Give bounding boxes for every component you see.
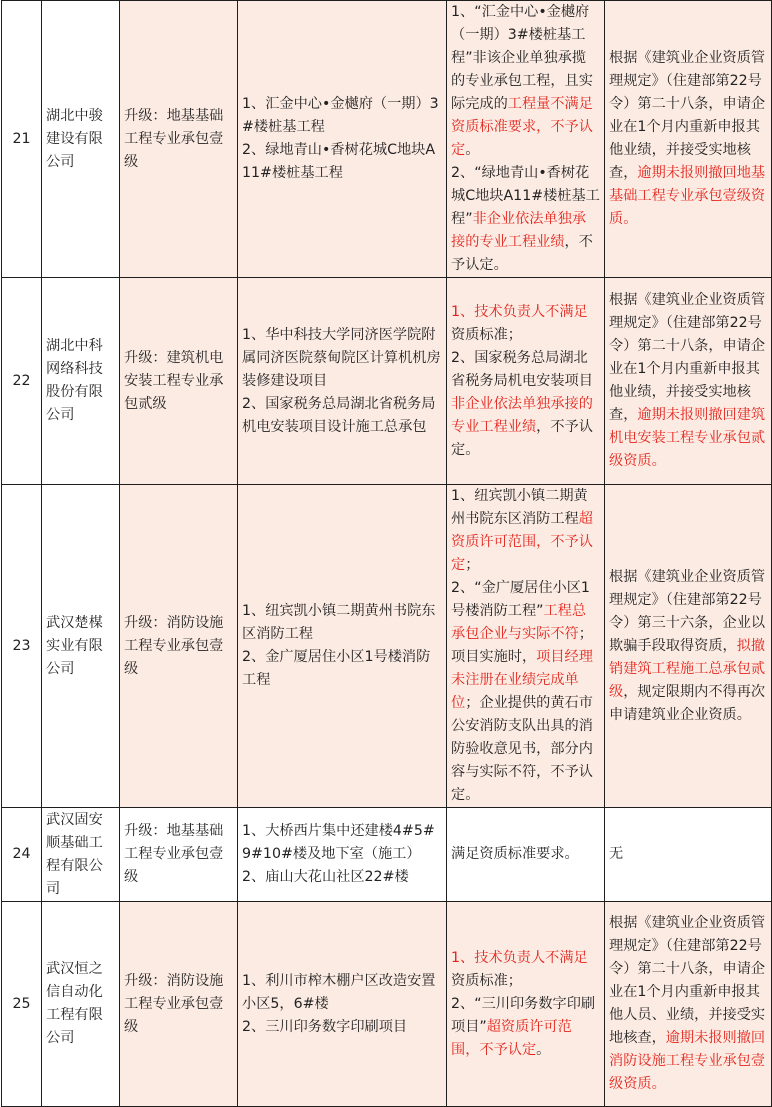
handling-text: ，规定限期内不得再次申请建筑业企业资质。 xyxy=(609,683,766,723)
handling-highlight: 逾期未报则撤回地基基础工程专业承包壹级资质。 xyxy=(609,165,766,227)
project-item: 2、国家税务总局湖北省税务局机电安装项目设计施工总承包 xyxy=(242,395,436,435)
row-number: 24 xyxy=(2,808,42,902)
opinion-text: ；企业提供的黄石市公安消防支队出具的消防验收意见书，部分内容与实际不符，不予认定。 xyxy=(451,695,593,803)
opinion-highlight: 工程量不满足资质标准要求，不予认定 xyxy=(451,96,593,158)
project-cell xyxy=(238,808,447,902)
project-cell xyxy=(238,902,447,1107)
opinion-highlight: 超资质许可范围，不予认定 xyxy=(451,1018,572,1058)
handling-highlight: 逾期未报则撤回建筑机电安装工程专业承包贰级资质。 xyxy=(609,407,766,469)
review-opinion xyxy=(447,902,605,1107)
opinion-text: 。 xyxy=(536,1041,551,1058)
handling-text: 根据《建筑业企业资质管理规定》（住建部第22号令）第二十八条，申请企业在1个月内重新申报其他业绩，并接受实地核查， xyxy=(609,292,766,423)
opinion-highlight: 工程总承包企业与实际不符 xyxy=(451,603,587,642)
table-row xyxy=(2,278,772,485)
row-number: 21 xyxy=(2,1,42,278)
upgrade-item: 升级：地基基础工程专业承包壹级 xyxy=(120,808,238,902)
row-number: 22 xyxy=(2,278,42,485)
opinion-highlight: 1、技术负责人不满足 xyxy=(451,949,588,966)
company-name: 湖北中科网络科技股份有限公司 xyxy=(42,278,120,485)
handling-highlight: 逾期未报则撤回消防设施工程专业承包壹级资质。 xyxy=(609,1030,766,1092)
opinion-text: 2、国家税务总局湖北省税务局机电安装项目 xyxy=(451,349,593,389)
handling-opinion xyxy=(605,278,772,485)
upgrade-item: 升级：消防设施工程专业承包壹级 xyxy=(120,902,238,1107)
opinion-text: ； xyxy=(465,557,480,573)
opinion-text: ；项目实施时， xyxy=(451,626,593,665)
opinion-highlight: 非企业依法单独承接的专业工程业绩 xyxy=(451,211,587,250)
opinion-highlight: 非企业依法单独承接的专业工程业绩 xyxy=(451,395,593,435)
handling-opinion: 无 xyxy=(605,808,772,902)
opinion-highlight: 超资质许可范围，不予认定 xyxy=(451,511,593,573)
opinion-text: 2、“绿地青山•香树花城C地块A11#楼桩基工程” xyxy=(451,165,600,227)
handling-text: 根据《建筑业企业资质管理规定》（住建部第22号令）第二十八条，申请企业在1个月内重新申报其他业绩，并接受实地核查， xyxy=(609,50,766,181)
project-cell xyxy=(238,485,447,808)
handling-opinion xyxy=(605,1,772,278)
review-opinion xyxy=(447,485,605,808)
opinion-text: 资质标准； xyxy=(451,326,522,343)
opinion-highlight: 1、技术负责人不满足 xyxy=(451,303,588,320)
qualification-review-table xyxy=(1,0,772,1107)
opinion-text: ，不予认定。 xyxy=(451,234,593,273)
company-name: 武汉楚楳实业有限公司 xyxy=(42,485,120,808)
review-opinion xyxy=(447,1,605,278)
company-name: 武汉固安顺基础工程有限公司 xyxy=(42,808,120,902)
project-item: 1、华中科技大学同济医学院附属同济医院蔡甸院区计算机机房装修建设项目 xyxy=(242,326,441,389)
table-row xyxy=(2,485,772,808)
project-cell xyxy=(238,278,447,485)
opinion-text: ，不予认定。 xyxy=(451,418,593,458)
opinion-text: 2、“金广厦居住小区1号楼消防工程” xyxy=(451,580,590,619)
review-opinion xyxy=(447,278,605,485)
opinion-text: 1、“汇金中心•金樾府（一期）3#楼桩基工程”非该企业单独承揽的专业承包工程，且实际完成的 xyxy=(451,4,593,112)
project-item: 2、绿地青山•香树花城C地块A11#楼桩基工程 xyxy=(242,142,436,181)
handling-highlight: 拟撤销建筑工程施工总承包贰级 xyxy=(609,637,766,700)
opinion-text: 1、纽宾凯小镇二期黄州书院东区消防工程 xyxy=(451,488,588,527)
opinion-text: 。 xyxy=(465,142,480,158)
upgrade-item: 升级：建筑机电安装工程专业承包贰级 xyxy=(120,278,238,485)
row-number: 25 xyxy=(2,902,42,1107)
handling-text: 根据《建筑业企业资质管理规定》（住建部第22号令）第三十六条，企业以欺骗手段取得资质， xyxy=(609,568,766,654)
project-item: 2、金广厦居住小区1号楼消防工程 xyxy=(242,649,431,688)
opinion-text: 资质标准； xyxy=(451,972,522,989)
table-row xyxy=(2,808,772,902)
handling-opinion xyxy=(605,485,772,808)
project-item: 1、大桥西片集中还建楼4#5#9#10#楼及地下室（施工） xyxy=(242,823,435,862)
review-opinion: 满足资质标准要求。 xyxy=(447,808,605,902)
row-number: 23 xyxy=(2,485,42,808)
project-item: 1、利川市榨木棚户区改造安置小区5，6#楼 xyxy=(242,972,436,1012)
project-item: 1、汇金中心•金樾府（一期）3#楼桩基工程 xyxy=(242,96,439,135)
table-row xyxy=(2,1,772,278)
upgrade-item: 升级：地基基础工程专业承包壹级 xyxy=(120,1,238,278)
project-item: 2、庙山大花山社区22#楼 xyxy=(242,869,409,885)
handling-text: 根据《建筑业企业资质管理规定》（住建部第22号令）第二十八条，申请企业在1个月内重新申报其他人员、业绩，并接受实地核查， xyxy=(609,915,766,1046)
handling-opinion xyxy=(605,902,772,1107)
project-cell xyxy=(238,1,447,278)
table-row xyxy=(2,902,772,1107)
company-name: 湖北中骏建设有限公司 xyxy=(42,1,120,278)
upgrade-item: 升级：消防设施工程专业承包壹级 xyxy=(120,485,238,808)
project-item: 1、纽宾凯小镇二期黄州书院东区消防工程 xyxy=(242,603,436,642)
company-name: 武汉恒之信自动化工程有限公司 xyxy=(42,902,120,1107)
opinion-highlight: 项目经理未注册在业绩完成单位 xyxy=(451,649,593,711)
opinion-text: 2、“三川印务数字印刷项目” xyxy=(451,995,596,1035)
project-item: 2、三川印务数字印刷项目 xyxy=(242,1018,408,1035)
